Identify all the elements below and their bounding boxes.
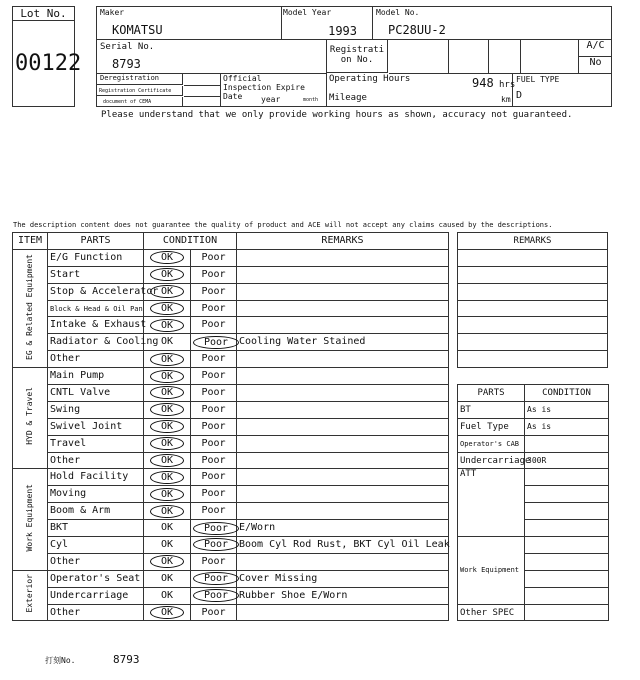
year-label: year [261, 95, 281, 104]
lot-label: Lot No. [13, 7, 75, 21]
side-parts-row [458, 604, 609, 621]
condition-selected: OK [150, 403, 184, 416]
part-name: Other [48, 452, 144, 469]
side-part-condition [525, 503, 609, 520]
table-row [13, 486, 449, 503]
hrs-unit: hrs [499, 80, 516, 90]
side-part-condition: As is [525, 401, 609, 418]
remarks [237, 300, 449, 317]
part-name: E/G Function [48, 249, 144, 266]
registration-certificate-value [184, 86, 221, 97]
registration-cell-4 [521, 40, 579, 74]
condition-poor [191, 351, 237, 368]
table-row [13, 283, 449, 300]
side-part-condition [525, 435, 609, 452]
table-row [13, 418, 449, 435]
item-group [13, 469, 48, 570]
remarks [237, 604, 449, 621]
condition-option: Poor [201, 353, 226, 365]
remarks [237, 452, 449, 469]
condition-selected: Poor [193, 336, 239, 349]
side-parts-row [458, 452, 609, 469]
part-name: Main Pump [48, 368, 144, 385]
side-part-name: Undercarriage [458, 452, 525, 469]
remarks [237, 469, 449, 486]
side-part-condition [525, 604, 609, 621]
fuel-type-label: FUEL TYPE [516, 75, 560, 84]
side-part-name: BT [458, 401, 525, 418]
part-name: BKT [48, 520, 144, 537]
inspection-label: Official Inspection Expire Date [223, 74, 305, 101]
item-group-label: Exterior [25, 574, 34, 613]
cema-value [184, 97, 221, 107]
part-name: CNTL Valve [48, 385, 144, 402]
table-row [13, 520, 449, 537]
table-row [13, 249, 449, 266]
table-row [13, 266, 449, 283]
item-group-label: EG & Related Equipment [25, 253, 34, 360]
condition-poor [191, 587, 237, 604]
condition-selected: OK [150, 471, 184, 484]
condition-ok [144, 452, 191, 469]
table-row [13, 570, 449, 587]
side-parts-table [457, 384, 609, 621]
mileage-label: Mileage [329, 93, 367, 103]
maker-cell [97, 7, 282, 40]
item-group [13, 570, 48, 621]
side-remarks-header: REMARKS [458, 233, 608, 250]
condition-poor [191, 418, 237, 435]
remarks [237, 553, 449, 570]
maker-label: Maker [100, 8, 125, 17]
fuel-type-value: D [516, 90, 523, 101]
serial-value: 8793 [112, 57, 141, 71]
part-name: Intake & Exhaust [48, 317, 144, 334]
part-name: Stop & Accelerator [48, 283, 144, 300]
condition-selected: OK [150, 606, 184, 619]
side-part-condition: As is [525, 418, 609, 435]
part-name: Other [48, 351, 144, 368]
model-no-cell [373, 7, 612, 40]
condition-poor [191, 300, 237, 317]
item-group [13, 249, 48, 367]
condition-poor [191, 401, 237, 418]
side-condition-header: CONDITION [525, 385, 609, 402]
condition-option: OK [160, 522, 174, 534]
side-remarks-row [458, 317, 608, 334]
side-remarks-cell [458, 317, 608, 334]
condition-ok [144, 385, 191, 402]
fuel-type-cell [513, 74, 612, 107]
table-row [13, 300, 449, 317]
side-part-condition [525, 570, 609, 587]
condition-poor [191, 334, 237, 351]
condition-selected: OK [150, 555, 184, 568]
side-remarks-row [458, 351, 608, 368]
condition-ok [144, 401, 191, 418]
condition-poor [191, 435, 237, 452]
part-name: Operator's Seat [48, 570, 144, 587]
item-group-label: HYD & Travel [25, 387, 34, 446]
condition-ok [144, 570, 191, 587]
table-row [13, 435, 449, 452]
side-part-name: Operator's CAB [458, 435, 525, 452]
maker-value: KOMATSU [112, 23, 163, 37]
remarks [237, 418, 449, 435]
registration-cell-3 [489, 40, 521, 74]
deregistration-label: Deregistration [97, 74, 183, 85]
table-row [13, 401, 449, 418]
remarks [237, 486, 449, 503]
part-name: Cyl [48, 537, 144, 554]
condition-ok [144, 368, 191, 385]
operating-hours-value: 948 [472, 76, 494, 90]
registration-cell-2 [449, 40, 489, 74]
part-name: Moving [48, 486, 144, 503]
side-part-condition [525, 469, 609, 486]
condition-option: Poor [201, 471, 226, 483]
condition-option: Poor [201, 606, 226, 618]
inspection-table [12, 232, 449, 621]
side-part-name: ATT [458, 469, 525, 537]
condition-selected: OK [150, 420, 184, 433]
condition-poor [191, 486, 237, 503]
month-label: month [303, 97, 319, 103]
side-part-condition [525, 553, 609, 570]
side-parts-header: PARTS [458, 385, 525, 402]
condition-poor [191, 283, 237, 300]
condition-selected: Poor [193, 589, 239, 602]
condition-option: Poor [201, 454, 226, 466]
side-remarks-row [458, 266, 608, 283]
condition-option: Poor [201, 420, 226, 432]
item-group-label: Work Equipment [25, 483, 34, 552]
condition-option: Poor [201, 386, 226, 398]
condition-option: OK [160, 538, 174, 550]
condition-ok [144, 435, 191, 452]
condition-selected: OK [150, 437, 184, 450]
part-name: Swing [48, 401, 144, 418]
remarks [237, 435, 449, 452]
side-parts-row [458, 537, 609, 554]
side-part-name: Other SPEC [458, 604, 525, 621]
condition-option: OK [160, 589, 174, 601]
part-name: Other [48, 553, 144, 570]
condition-ok [144, 503, 191, 520]
part-name: Block & Head & Oil Pan [48, 300, 144, 317]
side-remarks-cell [458, 300, 608, 317]
condition-option: Poor [201, 319, 226, 331]
condition-ok [144, 537, 191, 554]
side-part-condition [525, 537, 609, 554]
part-name: Undercarriage [48, 587, 144, 604]
header-remarks: REMARKS [237, 233, 449, 250]
remarks [237, 249, 449, 266]
table-row [13, 604, 449, 621]
remarks [237, 368, 449, 385]
side-parts-row [458, 469, 609, 486]
part-name: Travel [48, 435, 144, 452]
cema-label: document of CEMA [97, 97, 183, 107]
header-item: ITEM [13, 233, 48, 250]
condition-poor [191, 385, 237, 402]
side-part-name: Work Equipment [458, 537, 525, 605]
remarks [237, 503, 449, 520]
condition-ok [144, 249, 191, 266]
serial-cell [97, 40, 327, 74]
remarks: E/Worn [237, 520, 449, 537]
condition-poor [191, 520, 237, 537]
km-unit: km [501, 95, 511, 104]
condition-selected: OK [150, 251, 184, 264]
condition-selected: OK [150, 268, 184, 281]
condition-ok [144, 266, 191, 283]
remarks: Cooling Water Stained [237, 334, 449, 351]
registration-certificate-label: Registration Certificate [97, 86, 183, 96]
condition-ok [144, 351, 191, 368]
condition-poor [191, 469, 237, 486]
part-name: Radiator & Cooling [48, 334, 144, 351]
table-row [13, 587, 449, 604]
condition-selected: OK [150, 285, 184, 298]
table-row [13, 334, 449, 351]
remarks: Cover Missing [237, 570, 449, 587]
condition-ok [144, 418, 191, 435]
condition-ok [144, 604, 191, 621]
condition-poor [191, 266, 237, 283]
side-part-condition: 300R [525, 452, 609, 469]
side-parts-row [458, 418, 609, 435]
remarks [237, 351, 449, 368]
condition-poor [191, 570, 237, 587]
condition-poor [191, 452, 237, 469]
table-row [13, 351, 449, 368]
side-remarks-cell [458, 249, 608, 266]
part-name: Other [48, 604, 144, 621]
remarks [237, 401, 449, 418]
condition-poor [191, 503, 237, 520]
condition-selected: Poor [193, 572, 239, 585]
serial-label: Serial No. [100, 42, 155, 52]
remarks [237, 385, 449, 402]
operating-hours-cell [327, 74, 516, 107]
remarks [237, 317, 449, 334]
condition-option: Poor [201, 370, 226, 382]
condition-selected: OK [150, 386, 184, 399]
condition-selected: Poor [193, 522, 239, 535]
stamp-value: 8793 [113, 653, 140, 666]
operating-hours-label: Operating Hours [329, 74, 411, 84]
table-row [13, 368, 449, 385]
condition-selected: OK [150, 302, 184, 315]
condition-ok [144, 317, 191, 334]
side-remarks-row [458, 283, 608, 300]
condition-ok [144, 553, 191, 570]
lot-box [12, 6, 82, 107]
side-parts-row [458, 435, 609, 452]
table-row [13, 537, 449, 554]
side-part-condition [525, 520, 609, 537]
stamp-label: 打刻No. [45, 656, 76, 665]
remarks [237, 283, 449, 300]
side-remarks-row [458, 249, 608, 266]
condition-selected: OK [150, 319, 184, 332]
side-remarks-row [458, 300, 608, 317]
side-remarks-cell [458, 334, 608, 351]
registration-cell-1 [389, 40, 449, 74]
condition-ok [144, 469, 191, 486]
header-parts: PARTS [48, 233, 144, 250]
part-name: Start [48, 266, 144, 283]
condition-poor [191, 553, 237, 570]
hours-note: Please understand that we only provide working hours as shown, accuracy not guaranteed. [101, 110, 573, 120]
condition-option: OK [160, 572, 174, 584]
condition-selected: OK [150, 505, 184, 518]
condition-selected: OK [150, 370, 184, 383]
condition-ok [144, 283, 191, 300]
inspection-cell [221, 74, 327, 107]
remarks: Rubber Shoe E/Worn [237, 587, 449, 604]
remarks [237, 266, 449, 283]
condition-ok [144, 520, 191, 537]
table-row [13, 469, 449, 486]
model-no-value: PC28UU-2 [388, 23, 446, 37]
side-remarks-cell [458, 266, 608, 283]
condition-selected: OK [150, 353, 184, 366]
condition-option: OK [160, 336, 174, 348]
condition-option: Poor [201, 302, 226, 314]
side-part-name: Fuel Type [458, 418, 525, 435]
condition-ok [144, 587, 191, 604]
table-row [13, 385, 449, 402]
side-part-condition [525, 587, 609, 604]
condition-option: Poor [201, 251, 226, 263]
table-row [13, 452, 449, 469]
deregistration-value [184, 74, 221, 86]
condition-poor [191, 249, 237, 266]
side-remarks-cell [458, 351, 608, 368]
condition-option: Poor [201, 285, 226, 297]
model-year-label: Model Year [283, 8, 332, 17]
condition-poor [191, 604, 237, 621]
model-year-cell [281, 7, 373, 40]
condition-option: Poor [201, 437, 226, 449]
remarks: Boom Cyl Rod Rust, BKT Cyl Oil Leak [237, 537, 449, 554]
side-remarks-row [458, 334, 608, 351]
model-no-label: Model No. [376, 8, 420, 17]
item-group [13, 368, 48, 469]
lot-value: 00122 [13, 21, 75, 107]
condition-selected: Poor [193, 538, 239, 551]
condition-option: Poor [201, 488, 226, 500]
part-name: Swivel Joint [48, 418, 144, 435]
table-row [13, 553, 449, 570]
condition-option: Poor [201, 555, 226, 567]
condition-ok [144, 486, 191, 503]
condition-poor [191, 368, 237, 385]
side-remarks-cell [458, 283, 608, 300]
condition-poor [191, 537, 237, 554]
header-condition: CONDITION [144, 233, 237, 250]
condition-selected: OK [150, 488, 184, 501]
registration-label: Registrati on No. [327, 40, 388, 73]
condition-option: Poor [201, 505, 226, 517]
table-row [13, 317, 449, 334]
condition-selected: OK [150, 454, 184, 467]
condition-option: Poor [201, 403, 226, 415]
model-year-value: 1993 [328, 24, 357, 38]
vehicle-info-box [96, 6, 612, 107]
condition-ok [144, 300, 191, 317]
ac-value: No [579, 57, 612, 74]
part-name: Hold Facility [48, 469, 144, 486]
disclaimer: The description content does not guarantee the quality of product and ACE will not accept any claims caused by the descriptions. [13, 221, 553, 229]
table-row [13, 503, 449, 520]
ac-label: A/C [579, 40, 612, 57]
side-part-condition [525, 486, 609, 503]
part-name: Boom & Arm [48, 503, 144, 520]
side-remarks-table [457, 232, 608, 368]
condition-poor [191, 317, 237, 334]
side-parts-row [458, 401, 609, 418]
condition-option: Poor [201, 268, 226, 280]
